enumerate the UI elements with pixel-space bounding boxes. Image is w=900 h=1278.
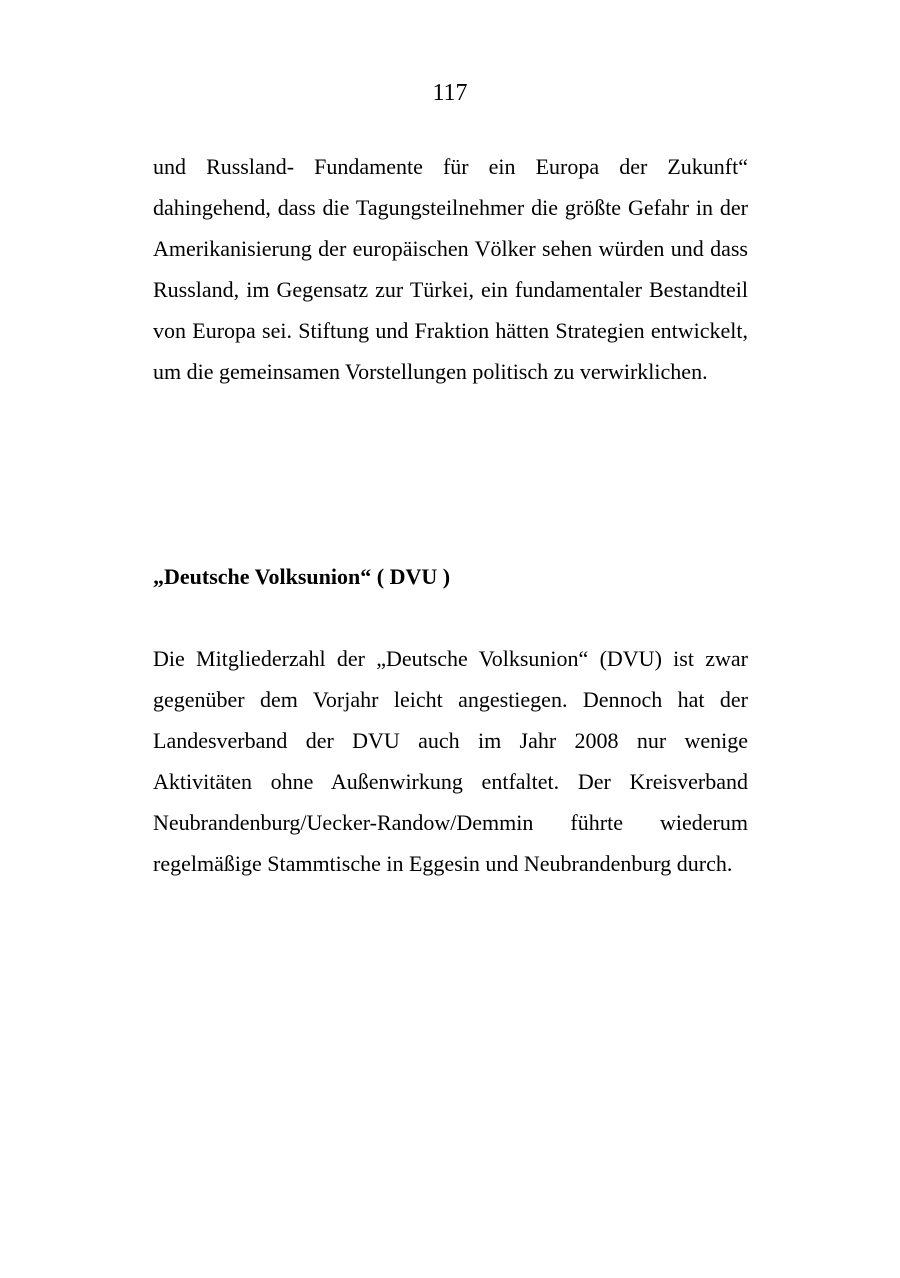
page-number: 117 xyxy=(432,80,468,106)
section-heading: „Deutsche Volksunion“ ( DVU ) xyxy=(153,564,451,589)
body-paragraph-1: und Russland- Fundamente für ein Europa der Zukunft“ dahingehend, dass die Tagungsteilnehmer die größte Gefahr in der Amerikanisierung der europäischen Völker sehen würden und dass Russland, im Gegensatz zur Türkei, ein fundamentaler Bestandteil von Europa sei. Stiftung und Fraktion hätten Strategien entwickelt, um die gemeinsamen Vorstellungen politisch zu verwirklichen. xyxy=(153,154,748,384)
body-paragraph-2: Die Mitgliederzahl der „Deutsche Volksunion“ (DVU) ist zwar gegenüber dem Vorjahr leicht angestiegen. Dennoch hat der Landesverband der DVU auch im Jahr 2008 nur wenige Aktivitäten ohne Außenwirkung entfaltet. Der Kreisverband Neubrandenburg/Uecker-Randow/Demmin führte wiederum regelmäßige Stammtische in Eggesin und Neubrandenburg durch. xyxy=(153,646,748,876)
